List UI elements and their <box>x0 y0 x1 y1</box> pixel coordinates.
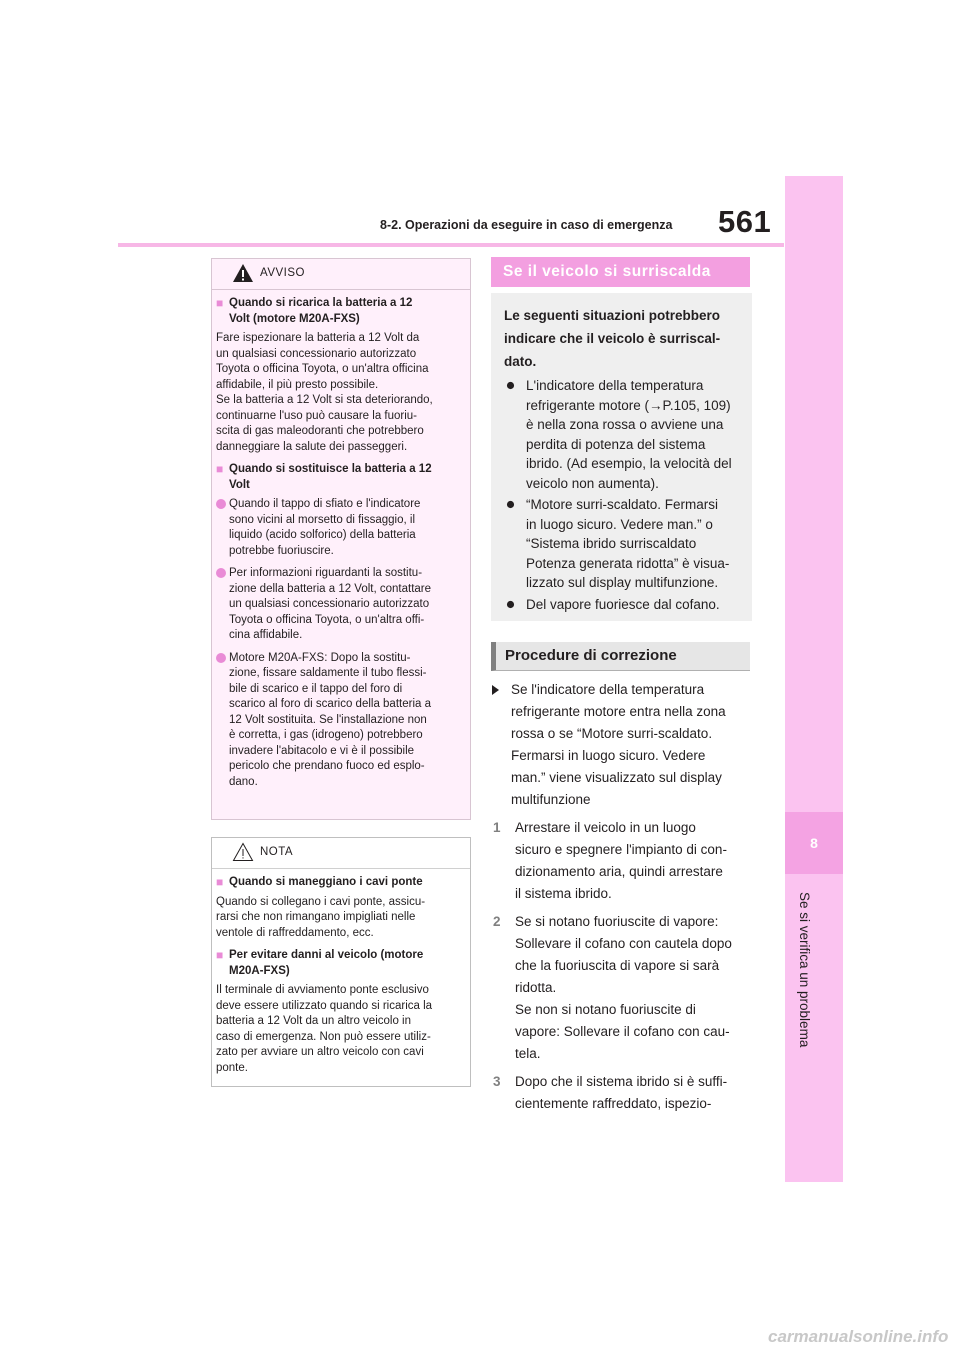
chapter-side-tab <box>785 176 843 1182</box>
situations-intro: Le seguenti situazioni potrebbero indicare che il veicolo è surriscal- dato. <box>504 308 721 369</box>
square-bullet-icon: ■ <box>216 875 224 889</box>
warning-box <box>211 258 471 820</box>
bullet-icon <box>507 601 514 608</box>
situations-box <box>491 293 752 621</box>
chapter-title: Se si verifica un problema <box>797 892 812 1048</box>
note-box-header <box>212 838 470 869</box>
note-title: NOTA <box>260 846 294 858</box>
note-block2-heading: Per evitare danni al veicolo (motore M20A-FXS) <box>229 949 424 977</box>
procedure-step: 2 Se si notano fuoriuscite di vapore: Sollevare il cofano con cautela dopo che la fuoriuscita di vapore si sarà ridotta. Se non si notano fuoriuscite di vapore: Sollevare il cofano con cau- tela. <box>492 911 732 1065</box>
warning-title: AVVISO <box>260 267 305 279</box>
section-title: Se il veicolo si surriscalda <box>503 263 711 280</box>
warning-bullet-item: Motore M20A-FXS: Dopo la sostitu- zione, fissare saldamente il tubo flessi- bile di scarico e il tappo del foro di scarico al foro di scarico della batteria a 12 Volt sostituita. Se l'installazione non è corretta, i gas (idrogeno) potrebbero invadere l'abitacolo e vi è il possibile pericolo che prendano fuoco ed esplo- dano. <box>216 651 465 791</box>
arrow-bullet-icon <box>492 685 499 695</box>
procedure-step: 1 Arrestare il veicolo in un luogo sicuro e spegnere l'impianto di con- dizionamento aria, quindi arrestare il sistema ibrido. <box>492 817 732 905</box>
situation-item: L'indicatore della temperatura refrigerante motore (→P.105, 109) è nella zona rossa o avviene una perdita di potenza del sistema ibrido. (Ad esempio, la velocità del veicolo non aumenta). <box>504 376 732 493</box>
step-number: 3 <box>493 1074 501 1089</box>
note-box <box>211 837 471 1087</box>
caution-outline-icon <box>232 842 254 862</box>
warning-block1-text: Fare ispezionare la batteria a 12 Volt da un qualsiasi concessionario autorizzato Toyota o officina Toyota, o un'altra officina affidabile, il più presto possibile. Se la batteria a 12 Volt si sta deteriorando, continuarne l'uso può causare la fuoriu- scita di gas maleodoranti che potrebbero danneggiare la salute dei passeggeri. <box>216 332 433 453</box>
round-bullet-icon <box>216 499 226 509</box>
warning-bullet-item: Quando il tappo di sfiato e l'indicatore sono vicini al morsetto di fissaggio, il liquido (acido solforico) della batteria potrebbe fuoriuscire. <box>216 497 465 559</box>
procedure-step: 3 Dopo che il sistema ibrido si è suffi- cientemente raffreddato, ispezio- <box>492 1071 732 1115</box>
step-number: 2 <box>493 914 501 929</box>
section-header: 8-2. Operazioni da eseguire in caso di emergenza <box>380 218 673 232</box>
page-number: 561 <box>718 204 772 239</box>
square-bullet-icon: ■ <box>216 296 224 310</box>
warning-box-header <box>212 259 470 290</box>
procedure-title: Procedure di correzione <box>505 647 677 664</box>
note-block1-heading: Quando si maneggiano i cavi ponte <box>229 876 423 888</box>
note-block1-text: Quando si collegano i cavi ponte, assicu- rarsi che non rimangano impigliati nelle ventole di raffreddamento, ecc. <box>216 895 426 939</box>
square-bullet-icon: ■ <box>216 948 224 962</box>
procedure-text <box>492 679 732 1115</box>
bullet-icon <box>507 501 514 508</box>
round-bullet-icon <box>216 568 226 578</box>
header-rule <box>118 243 784 247</box>
procedure-condition: Se l'indicatore della temperatura refrigerante motore entra nella zona rossa o se “Motore surri-scaldato. Fermarsi in luogo sicuro. Vedere man.” viene visualizzato sul display multifunzione <box>492 679 732 811</box>
bullet-icon <box>507 382 514 389</box>
step-number: 1 <box>493 820 501 835</box>
round-bullet-icon <box>216 653 226 663</box>
chapter-number-tab <box>785 812 843 874</box>
situation-item: Del vapore fuoriesce dal cofano. <box>504 595 720 615</box>
warning-bullet-item: Per informazioni riguardanti la sostitu- zione della batteria a 12 Volt, contattare un qualsiasi concessionario autorizzato Toyota o officina Toyota, o un'altra offi- cina affidabile. <box>216 566 465 644</box>
situation-item: “Motore surri-scaldato. Fermarsi in luogo sicuro. Vedere man.” o “Sistema ibrido surriscaldato Potenza generata ridotta” è visua- lizzato sul display multifunzione. <box>504 495 729 593</box>
note-block2-text: Il terminale di avviamento ponte esclusivo deve essere utilizzato quando si ricarica la batteria a 12 Volt da un altro veicolo in caso di emergenza. Non può essere utiliz- zato per avviare un altro veicolo con cavi ponte. <box>216 984 433 1074</box>
warning-block1-heading: Quando si ricarica la batteria a 12 Volt (motore M20A-FXS) <box>229 297 413 325</box>
section-title-bar <box>491 257 750 287</box>
chapter-number: 8 <box>810 835 818 851</box>
watermark: carmanualsonline.info <box>768 1327 949 1346</box>
square-bullet-icon: ■ <box>216 462 224 476</box>
warning-icon <box>232 263 254 283</box>
procedure-title-bar <box>491 642 750 671</box>
warning-block2-heading: Quando si sostituisce la batteria a 12 Volt <box>229 463 432 491</box>
